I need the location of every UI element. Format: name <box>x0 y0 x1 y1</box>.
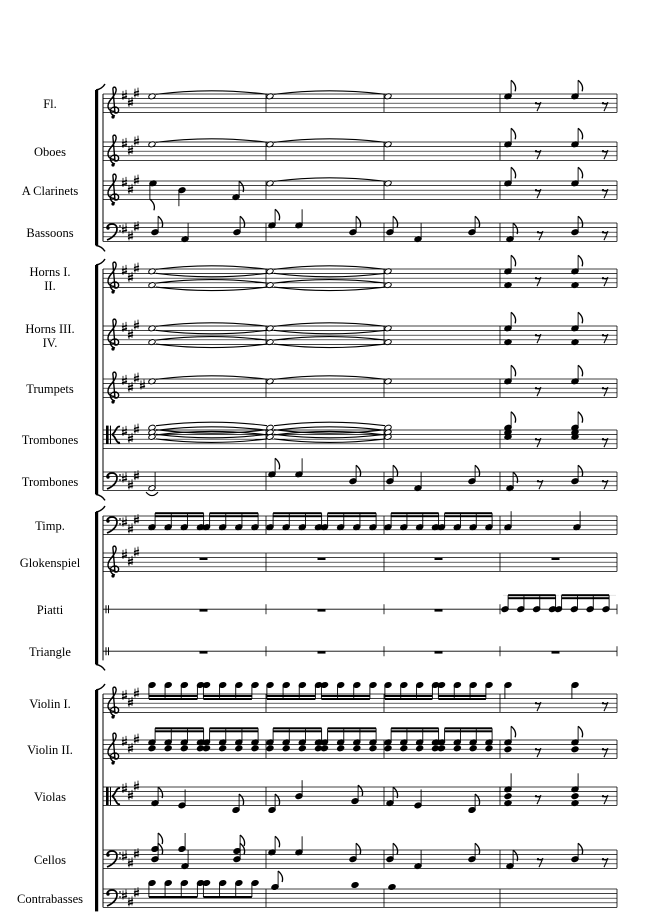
whole-rest <box>318 558 326 560</box>
beam <box>445 730 493 732</box>
sharp-icon <box>134 734 139 744</box>
note-flag <box>578 167 583 178</box>
whole-rest <box>200 651 208 653</box>
instrument-label: Trombones <box>21 433 79 448</box>
beam <box>438 695 486 697</box>
instrument-label: Fl. <box>43 97 57 112</box>
notehead <box>266 745 274 752</box>
notehead <box>164 745 172 752</box>
beam <box>273 515 322 517</box>
staff-5 <box>103 255 617 293</box>
sharp-icon <box>134 175 139 185</box>
sharp-icon <box>134 781 139 791</box>
note-flag <box>511 255 515 266</box>
staff-14 <box>103 682 617 719</box>
note-flag <box>150 199 155 210</box>
beam <box>328 512 377 514</box>
beam <box>438 698 486 700</box>
beam <box>267 698 316 700</box>
beam <box>391 512 439 514</box>
group-bracket <box>95 84 105 251</box>
beam <box>391 730 439 732</box>
notehead <box>282 745 290 752</box>
instrument-label: Trumpets <box>26 382 74 397</box>
sharp-icon <box>134 547 139 557</box>
staff-16 <box>103 773 617 813</box>
sharp-icon <box>134 263 139 273</box>
notehead <box>337 745 345 752</box>
beam <box>203 896 252 898</box>
note-flag <box>278 871 283 882</box>
sharp-icon <box>134 136 139 146</box>
instrument-label: A Clarinets <box>21 184 79 199</box>
beam <box>155 730 204 732</box>
instrument-label: Violin I. <box>29 697 71 712</box>
instrument-label: Violas <box>34 790 66 805</box>
beam <box>155 512 204 514</box>
instrument-label: Bassoons <box>26 226 74 241</box>
beam <box>155 727 204 729</box>
whole-rest <box>552 558 560 560</box>
note-flag <box>578 365 583 376</box>
notehead <box>571 793 579 800</box>
note-flag <box>275 836 280 847</box>
notehead <box>353 745 361 752</box>
note-flag <box>356 465 361 476</box>
staff-15 <box>103 726 617 764</box>
note-flag <box>578 255 583 266</box>
notehead <box>504 746 512 753</box>
beam <box>210 730 259 732</box>
staff-12 <box>103 594 617 614</box>
beam <box>445 515 493 517</box>
whole-rest <box>318 609 326 611</box>
note-flag <box>475 216 480 227</box>
beam <box>445 727 493 729</box>
sharp-icon <box>134 320 139 330</box>
note-flag <box>475 465 480 476</box>
note-flag <box>158 833 163 844</box>
group-bracket <box>95 259 105 500</box>
notehead <box>202 745 210 752</box>
note-flag <box>578 216 583 227</box>
instrument-label: Violin II. <box>27 743 73 758</box>
beam <box>273 512 322 514</box>
note-flag <box>275 458 280 469</box>
note-flag <box>475 843 480 854</box>
beam <box>210 727 259 729</box>
instrument-label: Cellos <box>34 853 66 868</box>
instrument-label: Triangle <box>29 645 71 660</box>
notehead <box>504 793 512 800</box>
staff-17 <box>103 833 617 870</box>
sharp-icon <box>134 88 139 98</box>
beam <box>210 515 259 517</box>
beam <box>321 695 370 697</box>
beam <box>203 695 252 697</box>
beam <box>328 727 377 729</box>
group-bracket <box>95 506 105 670</box>
staff-4 <box>103 209 617 242</box>
notehead <box>416 745 424 752</box>
note-flag <box>275 794 280 805</box>
staff-9 <box>103 458 617 495</box>
staff-13 <box>103 646 617 656</box>
instrument-label: Trombones <box>21 475 79 490</box>
sharp-icon <box>134 424 139 434</box>
staff-3 <box>103 167 617 210</box>
group-bracket <box>95 684 105 911</box>
whole-rest <box>435 651 443 653</box>
note-flag <box>511 128 515 139</box>
tie <box>146 492 158 496</box>
note-flag <box>275 209 280 220</box>
beam <box>273 730 322 732</box>
whole-rest <box>200 609 208 611</box>
notehead <box>235 745 243 752</box>
sharp-icon <box>134 688 139 698</box>
instrument-label: Glokenspiel <box>19 556 81 571</box>
whole-rest <box>200 558 208 560</box>
beam <box>321 698 370 700</box>
notehead <box>388 884 396 891</box>
notehead <box>437 745 445 752</box>
beam <box>385 695 433 697</box>
note-flag <box>393 216 398 227</box>
beam <box>445 512 493 514</box>
staff-18 <box>103 871 617 907</box>
notehead <box>469 745 477 752</box>
note-flag <box>475 794 480 805</box>
notehead <box>219 745 227 752</box>
staff-6 <box>103 312 617 350</box>
note-flag <box>240 216 245 227</box>
beam <box>391 515 439 517</box>
sharp-icon <box>134 373 139 383</box>
tie <box>156 422 267 426</box>
instrument-label: Timp. <box>35 519 65 534</box>
beam <box>273 727 322 729</box>
note-flag <box>356 216 361 227</box>
beam <box>328 515 377 517</box>
beam <box>149 695 198 697</box>
notehead <box>384 745 392 752</box>
note-flag <box>158 216 163 227</box>
beam <box>203 698 252 700</box>
beam <box>267 695 316 697</box>
notehead <box>298 745 306 752</box>
instrument-label: Contrabasses <box>17 892 83 907</box>
notehead <box>251 745 259 752</box>
note-flag <box>393 843 398 854</box>
instrument-label: Horns III. IV. <box>25 322 75 351</box>
note-flag <box>511 726 515 737</box>
staff-7 <box>103 365 617 403</box>
notehead <box>320 745 328 752</box>
note-flag <box>393 465 398 476</box>
notehead <box>453 745 461 752</box>
note-flag <box>578 312 583 323</box>
note-flag <box>239 794 244 805</box>
staff-10 <box>103 511 617 534</box>
instrument-label: Piatti <box>36 603 64 618</box>
note-flag <box>511 365 515 376</box>
beam <box>562 597 610 599</box>
note-flag <box>511 312 515 323</box>
notehead <box>571 746 579 753</box>
notehead <box>485 745 493 752</box>
beam <box>328 730 377 732</box>
beam <box>149 698 198 700</box>
note-flag <box>578 412 583 423</box>
whole-rest <box>435 609 443 611</box>
note-flag <box>511 412 515 423</box>
beam <box>385 698 433 700</box>
note-flag <box>578 465 583 476</box>
note-flag <box>511 167 515 178</box>
note-flag <box>578 843 583 854</box>
notehead <box>400 745 408 752</box>
tie <box>274 422 385 426</box>
note-flag <box>578 726 583 737</box>
staff-1 <box>103 80 617 118</box>
instrument-label: Oboes <box>34 145 66 160</box>
beam <box>210 512 259 514</box>
whole-rest <box>552 651 560 653</box>
note-flag <box>511 80 515 91</box>
notehead <box>180 745 188 752</box>
beam <box>149 896 198 898</box>
instrument-label: Horns I. II. <box>29 265 71 294</box>
beam <box>155 515 204 517</box>
beam <box>391 727 439 729</box>
staff-11 <box>103 546 617 577</box>
whole-rest <box>435 558 443 560</box>
staff-2 <box>103 128 617 166</box>
staff-8 <box>103 412 617 449</box>
whole-rest <box>318 651 326 653</box>
note-flag <box>356 843 361 854</box>
notehead <box>369 745 377 752</box>
notehead <box>148 745 156 752</box>
note-flag <box>578 80 583 91</box>
beam <box>508 597 555 599</box>
note-flag <box>578 128 583 139</box>
notehead <box>351 882 359 889</box>
